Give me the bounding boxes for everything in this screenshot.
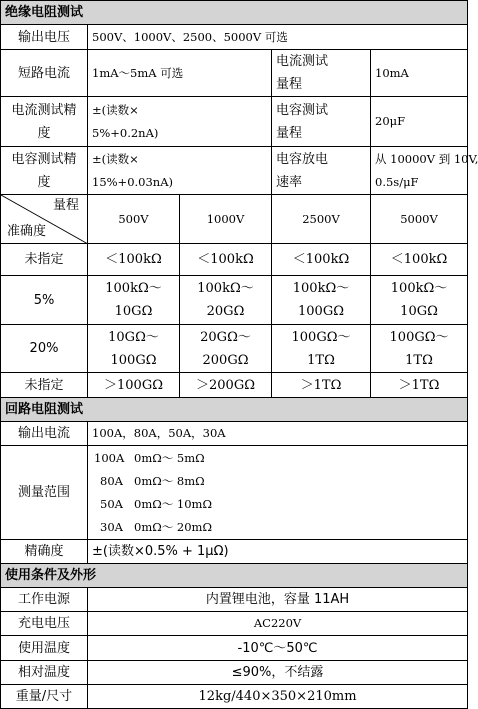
label-output-current: 输出电流 (1, 422, 88, 446)
cell-line: 100kΩ～ (390, 281, 448, 296)
label-line: 度 (37, 174, 51, 190)
cell-line: 100kΩ～ (197, 281, 254, 296)
section-conditions (1, 564, 468, 588)
accuracy-row-20pct (1, 325, 468, 373)
cell: ＜100kΩ (180, 244, 272, 276)
row-label: 5% (1, 276, 88, 325)
label-cap-range (272, 97, 371, 147)
cell (272, 276, 371, 325)
value-line: 5%+0.2nA) (92, 125, 159, 140)
label-line: 电容放电 (276, 151, 329, 167)
range-current: 80A (100, 473, 123, 488)
label-cap-discharge (272, 147, 371, 195)
col-2500v: 2500V (272, 195, 371, 244)
range-item (92, 470, 463, 493)
row-short-current (1, 50, 468, 97)
cell-line: 20GΩ (206, 304, 245, 319)
label-line: 电容测试精 (11, 151, 77, 167)
cell (88, 276, 180, 325)
range-current: 30A (100, 519, 123, 534)
label-loop-accuracy: 精确度 (1, 540, 88, 564)
label-power: 工作电源 (1, 588, 88, 612)
cell (180, 325, 272, 373)
value-line: ±(读数× (92, 151, 139, 166)
cell-line: 100GΩ (298, 304, 344, 319)
row-label: 20% (1, 325, 88, 373)
label-line: 电流测试精 (11, 102, 77, 118)
value-line: 0.5s/μF (375, 174, 419, 189)
label-line: 度 (37, 125, 51, 141)
value-measure-range (88, 446, 468, 540)
section-title: 回路电阻测试 (1, 398, 468, 422)
value-output-current: 100A，80A，50A，30A (88, 422, 468, 446)
label-line: 电流测试 (276, 54, 329, 69)
cell (180, 276, 272, 325)
row-measure-range (1, 446, 468, 540)
value-line: ±(读数× (92, 102, 139, 117)
cell: ＜100kΩ (371, 244, 468, 276)
cell-line: 100GΩ～ (389, 329, 449, 345)
label-line: 量程 (276, 77, 303, 92)
label-current-accuracy (1, 97, 88, 147)
cell-line: 100kΩ～ (105, 281, 162, 296)
section-title: 使用条件及外形 (1, 564, 468, 588)
row-current-accuracy (1, 97, 468, 147)
value-line: 15%+0.03nA) (92, 174, 173, 189)
value-cap-accuracy (88, 147, 272, 195)
cell: ＞200GΩ (180, 373, 272, 398)
label-cap-accuracy (1, 147, 88, 195)
row-output-current (1, 422, 468, 446)
cell-line: 100GΩ (110, 352, 157, 368)
section-loop (1, 398, 468, 422)
value-charge-voltage: AC220V (88, 612, 468, 636)
row-output-voltage (1, 25, 468, 50)
row-label: 未指定 (1, 373, 88, 398)
value-line: 从 10000V 到 10V, (375, 151, 478, 166)
range-current: 50A (100, 496, 123, 511)
header-accuracy: 准确度 (7, 224, 47, 239)
accuracy-corner-cell (1, 195, 88, 244)
range-item (92, 493, 463, 516)
label-measure-range: 测量范围 (1, 446, 88, 540)
value-current-range: 10mA (371, 50, 468, 97)
accuracy-header-row (1, 195, 468, 244)
cell (371, 325, 468, 373)
row-humidity (1, 661, 468, 685)
cell-line: 10GΩ～ (108, 329, 159, 345)
label-output-voltage: 输出电压 (1, 25, 88, 50)
cell: ＞1TΩ (371, 373, 468, 398)
label-charge-voltage: 充电电压 (1, 612, 88, 636)
value-operating-temp: -10℃～50℃ (88, 636, 468, 661)
row-operating-temp (1, 636, 468, 661)
value-power: 内置锂电池，容量 11AH (88, 588, 468, 612)
label-weight-size: 重量/尺寸 (1, 685, 88, 709)
value-cap-range: 20μF (371, 97, 468, 147)
range-value: 0mΩ～ 8mΩ (134, 473, 205, 488)
label-operating-temp: 使用温度 (1, 636, 88, 661)
label-current-range (272, 50, 371, 97)
cell (371, 276, 468, 325)
row-label: 未指定 (1, 244, 88, 276)
value-short-current: 1mA～5mA 可选 (88, 50, 272, 97)
value-current-accuracy (88, 97, 272, 147)
range-current: 100A (94, 450, 125, 465)
accuracy-row-unspecified-low (1, 244, 468, 276)
label-line: 量程 (276, 125, 303, 141)
section-insulation (1, 1, 468, 25)
cell: ＜100kΩ (88, 244, 180, 276)
section-title: 绝缘电阻测试 (1, 1, 468, 25)
col-500v: 500V (88, 195, 180, 244)
range-value: 0mΩ～ 20mΩ (134, 519, 212, 534)
label-short-current: 短路电流 (1, 50, 88, 97)
cell-line: 1TΩ (307, 352, 335, 368)
col-5000v: 5000V (371, 195, 468, 244)
cell-line: 10GΩ (400, 304, 438, 319)
cell (88, 325, 180, 373)
value-cap-discharge (371, 147, 478, 195)
value-output-voltage: 500V、1000V、2500、5000V 可选 (88, 25, 468, 50)
row-loop-accuracy (1, 540, 468, 564)
cell-line: 100GΩ～ (291, 329, 351, 345)
cell: ＜100kΩ (272, 244, 371, 276)
row-cap-accuracy (1, 147, 468, 195)
cell-line: 200GΩ (202, 352, 249, 368)
cell: ＞100GΩ (88, 373, 180, 398)
header-range: 量程 (52, 198, 79, 213)
cell-line: 10GΩ (114, 304, 153, 319)
row-charge-voltage (1, 612, 468, 636)
cell-line: 100kΩ～ (292, 281, 350, 296)
range-value: 0mΩ～ 10mΩ (134, 496, 212, 511)
label-line: 电容测试 (276, 102, 329, 118)
cell (272, 325, 371, 373)
value-weight-size: 12kg/440×350×210mm (88, 685, 468, 709)
cell-line: 20GΩ～ (200, 329, 251, 345)
label-humidity: 相对温度 (1, 661, 88, 685)
accuracy-row-unspecified-high (1, 373, 468, 398)
value-loop-accuracy: ±(读数×0.5% + 1μΩ) (88, 540, 468, 564)
col-1000v: 1000V (180, 195, 272, 244)
cell: ＞1TΩ (272, 373, 371, 398)
cell-line: 1TΩ (405, 352, 433, 368)
label-line: 速率 (276, 174, 303, 190)
range-item (92, 516, 463, 539)
row-power (1, 588, 468, 612)
range-item (92, 447, 463, 470)
range-value: 0mΩ～ 5mΩ (134, 450, 205, 465)
row-weight-size (1, 685, 468, 709)
value-humidity: ≤90%，不结露 (88, 661, 468, 685)
accuracy-row-5pct (1, 276, 468, 325)
